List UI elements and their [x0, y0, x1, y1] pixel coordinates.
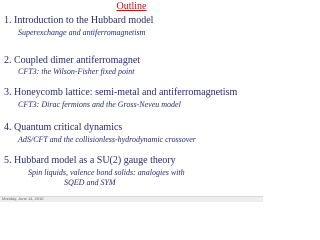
outline-item-3-subtitle: CFT3: Dirac fermions and the Gross-Neveu model: [18, 100, 181, 109]
outline-item-2-subtitle: CFT3: the Wilson-Fisher fixed point: [18, 67, 135, 76]
outline-item-5-subtitle-line-1: Spin liquids, valence bond solids: analogies with: [28, 168, 185, 177]
footer-date: Monday, June 14, 2010: [2, 196, 44, 201]
slide-title: Outline: [116, 1, 147, 12]
status-bar: [0, 196, 263, 202]
outline-item-5-subtitle-line-2: SQED and SYM: [64, 178, 116, 187]
outline-item-1-subtitle: Superexchange and antiferromagnetism: [18, 28, 146, 37]
outline-item-4-subtitle: AdS/CFT and the collisionless-hydrodynamic crossover: [18, 135, 196, 144]
outline-item-4-heading: 4. Quantum critical dynamics: [4, 122, 123, 133]
outline-item-2-heading: 2. Coupled dimer antiferromagnet: [4, 55, 141, 66]
outline-item-1-heading: 1. Introduction to the Hubbard model: [4, 15, 154, 26]
outline-item-3-heading: 3. Honeycomb lattice: semi-metal and antiferromagnetism: [4, 87, 238, 98]
outline-item-5-heading: 5. Hubbard model as a SU(2) gauge theory: [4, 155, 176, 166]
